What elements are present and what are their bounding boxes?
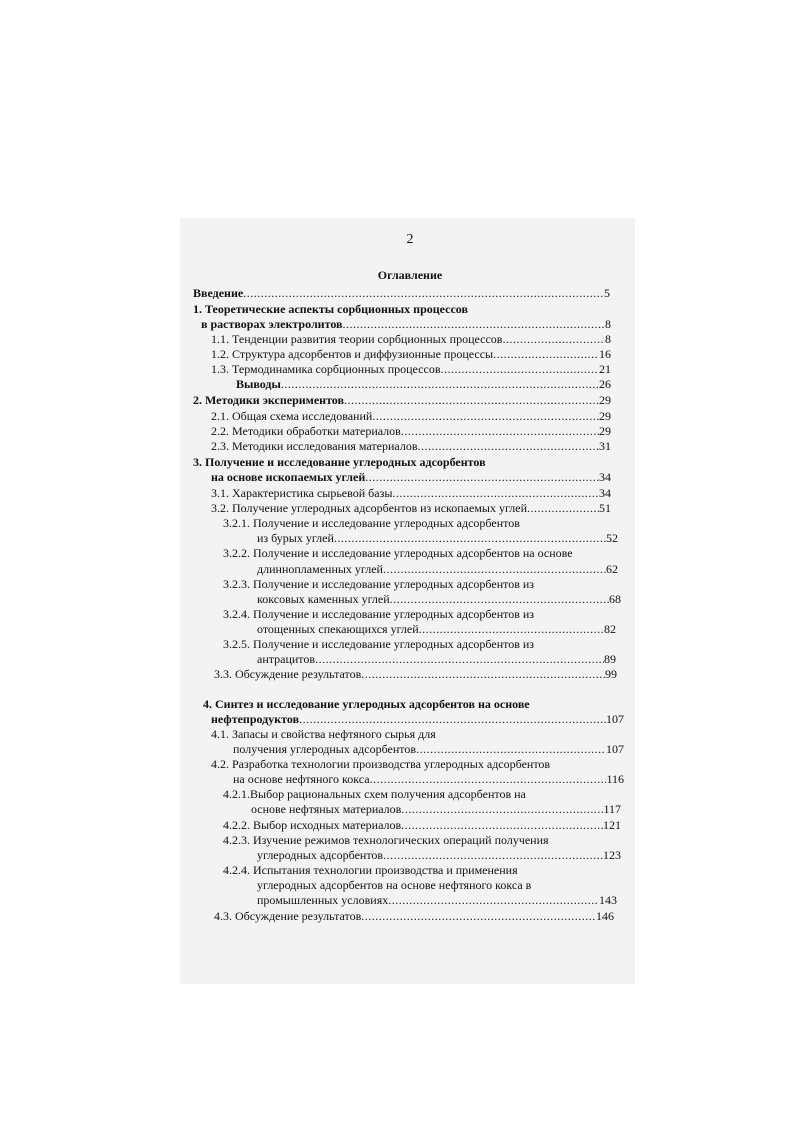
toc-entry-text: длиннопламенных углей	[257, 562, 383, 576]
toc-entry-page: 29	[599, 409, 611, 423]
toc-entry-text: 4. Синтез и исследование углеродных адсорбентов на основе	[203, 697, 530, 711]
toc-entry-text: коксовых каменных углей	[257, 592, 390, 606]
toc-entry	[211, 347, 611, 362]
toc-entry	[257, 562, 618, 577]
toc-entry-page: 121	[603, 818, 621, 832]
toc-entry-text: 3. Получение и исследование углеродных адсорбентов	[193, 455, 486, 469]
toc-entry-text: основе нефтяных материалов	[251, 802, 402, 816]
toc-entry	[193, 393, 611, 408]
toc-entry-page: 26	[599, 377, 611, 391]
toc-entry	[211, 332, 611, 347]
toc-entry-text: отощенных спекающихся углей	[257, 622, 419, 636]
toc-entry-page: 51	[599, 501, 611, 515]
toc-entry	[257, 878, 531, 893]
toc-entry-text: получения углеродных адсорбентов	[233, 742, 417, 756]
toc-entry-text: антрацитов	[257, 652, 316, 666]
toc-entry-text: 1.2. Структура адсорбентов и диффузионные процессы	[211, 347, 494, 361]
toc-entry	[193, 302, 468, 317]
toc-entry-text: из бурых углей	[257, 531, 334, 545]
toc-entry	[211, 712, 624, 727]
toc-entry-text: 2.2. Методики обработки материалов	[211, 424, 401, 438]
toc-entry-text: 3.2.4. Получение и исследование углеродных адсорбентов из	[223, 607, 535, 621]
toc-entry-page: 21	[599, 362, 611, 376]
toc-entry-text: на основе ископаемых углей	[211, 470, 366, 484]
toc-entry-text: 3.3. Обсуждение результатов	[214, 667, 362, 681]
toc-entry-page: 82	[604, 622, 616, 636]
toc-entry-text: углеродных адсорбентов на основе нефтяного кокса в	[257, 878, 532, 892]
toc-entry	[223, 833, 549, 848]
toc-entry	[193, 286, 610, 301]
toc-entry	[214, 909, 614, 924]
toc-entry-page: 8	[605, 332, 611, 346]
toc-entry-text: Выводы	[236, 377, 281, 391]
toc-title: Оглавление	[377, 268, 443, 282]
toc-entry-page: 107	[606, 712, 624, 726]
toc-entry	[223, 607, 534, 622]
toc-entry-text: 2. Методики экспериментов	[193, 393, 344, 407]
toc-entry-text: 3.2.1. Получение и исследование углеродных адсорбентов	[223, 516, 520, 530]
toc-entry-page: 116	[606, 772, 624, 786]
toc-entry-page: 34	[599, 486, 611, 500]
toc-entry	[223, 787, 526, 802]
toc-entry-text: 3.2.3. Получение и исследование углеродных адсорбентов из	[223, 577, 535, 591]
toc-entry-page: 117	[603, 802, 621, 816]
toc-entry-text: 1. Теоретические аспекты сорбционных процессов	[193, 302, 468, 316]
toc-entry-page: 143	[599, 893, 617, 907]
toc-entry	[257, 622, 616, 637]
toc-entry-text: 3.2. Получение углеродных адсорбентов из ископаемых углей	[211, 501, 528, 515]
toc-entry-text: 1.3. Термодинамика сорбционных процессов	[211, 362, 441, 376]
toc-entry	[211, 362, 611, 377]
toc-entry-page: 29	[599, 393, 611, 407]
toc-entry-page: 89	[604, 652, 616, 666]
toc-entry	[211, 439, 611, 454]
toc-entry-page: 123	[603, 848, 621, 862]
toc-entry	[233, 772, 624, 787]
toc-entry	[201, 317, 611, 332]
toc-entry	[257, 893, 617, 908]
toc-entry-page: 31	[599, 439, 611, 453]
toc-entry	[211, 424, 611, 439]
toc-entry-text: 2.1. Общая схема исследований	[211, 409, 373, 423]
toc-entry	[223, 546, 573, 561]
toc-entry-page: 68	[609, 592, 621, 606]
toc-entry	[257, 592, 621, 607]
toc-entry-text: 4.1. Запасы и свойства нефтяного сырья для	[211, 727, 436, 741]
toc-entry-page: 107	[606, 742, 624, 756]
toc-entry-page: 29	[599, 424, 611, 438]
toc-entry-text: в растворах электролитов	[201, 317, 343, 331]
toc-entry	[223, 863, 518, 878]
toc-entry-page: 62	[606, 562, 618, 576]
toc-entry-text: нефтепродуктов	[211, 712, 300, 726]
toc-entry	[223, 577, 534, 592]
toc-entry-text: углеродных адсорбентов	[257, 848, 384, 862]
toc-entry-text: 3.2.2. Получение и исследование углеродных адсорбентов на основе	[223, 546, 573, 560]
toc-entry-text: 4.2. Разработка технологии производства углеродных адсорбентов	[211, 757, 551, 771]
toc-entry-page: 16	[599, 347, 611, 361]
toc-entry-text: 3.2.5. Получение и исследование углеродных адсорбентов из	[223, 637, 535, 651]
toc-entry	[223, 818, 621, 833]
toc-entry-text: 3.1. Характеристика сырьевой базы	[211, 486, 393, 500]
toc-entry-page: 146	[596, 909, 614, 923]
toc-entry-page: 34	[599, 470, 611, 484]
toc-entry-text: 1.1. Тенденции развития теории сорбционных процессов	[211, 332, 503, 346]
toc-entry	[211, 727, 436, 742]
toc-entry	[233, 742, 624, 757]
toc-entry-text: 4.2.4. Испытания технологии производства и применения	[223, 863, 518, 877]
page-number: 2	[406, 232, 414, 247]
toc-entry	[257, 848, 621, 863]
toc-entry-text: промышленных условиях	[257, 893, 389, 907]
toc-entry	[211, 757, 550, 772]
toc-entry	[211, 501, 611, 516]
toc-entry	[251, 802, 621, 817]
toc-entry	[223, 516, 520, 531]
toc-entry	[214, 667, 617, 682]
toc-entry	[193, 455, 486, 470]
toc-entry-text: на основе нефтяного кокса	[233, 772, 370, 786]
toc-entry-text: 4.2.2. Выбор исходных материалов	[223, 818, 402, 832]
toc-entry-text: 4.3. Обсуждение результатов	[214, 909, 362, 923]
toc-entry	[203, 697, 530, 712]
toc-entry-page: 8	[605, 317, 611, 331]
toc-entry-text: 4.2.1.Выбор рациональных схем получения адсорбентов на	[223, 787, 526, 801]
toc-entry	[211, 409, 611, 424]
toc-entry	[211, 486, 611, 501]
toc-entry-page: 52	[606, 531, 618, 545]
toc-entry-page: 5	[604, 286, 610, 300]
toc-entry-text: 4.2.3. Изучение режимов технологических операций получения	[223, 833, 549, 847]
toc-entry	[236, 377, 611, 392]
toc-entry	[257, 531, 618, 546]
toc-entry-text: Введение	[193, 286, 244, 300]
toc-entry	[211, 470, 611, 485]
toc-entry-page: 99	[605, 667, 617, 681]
toc-entry	[223, 637, 534, 652]
toc-entry	[257, 652, 616, 667]
toc-entry-text: 2.3. Методики исследования материалов	[211, 439, 418, 453]
